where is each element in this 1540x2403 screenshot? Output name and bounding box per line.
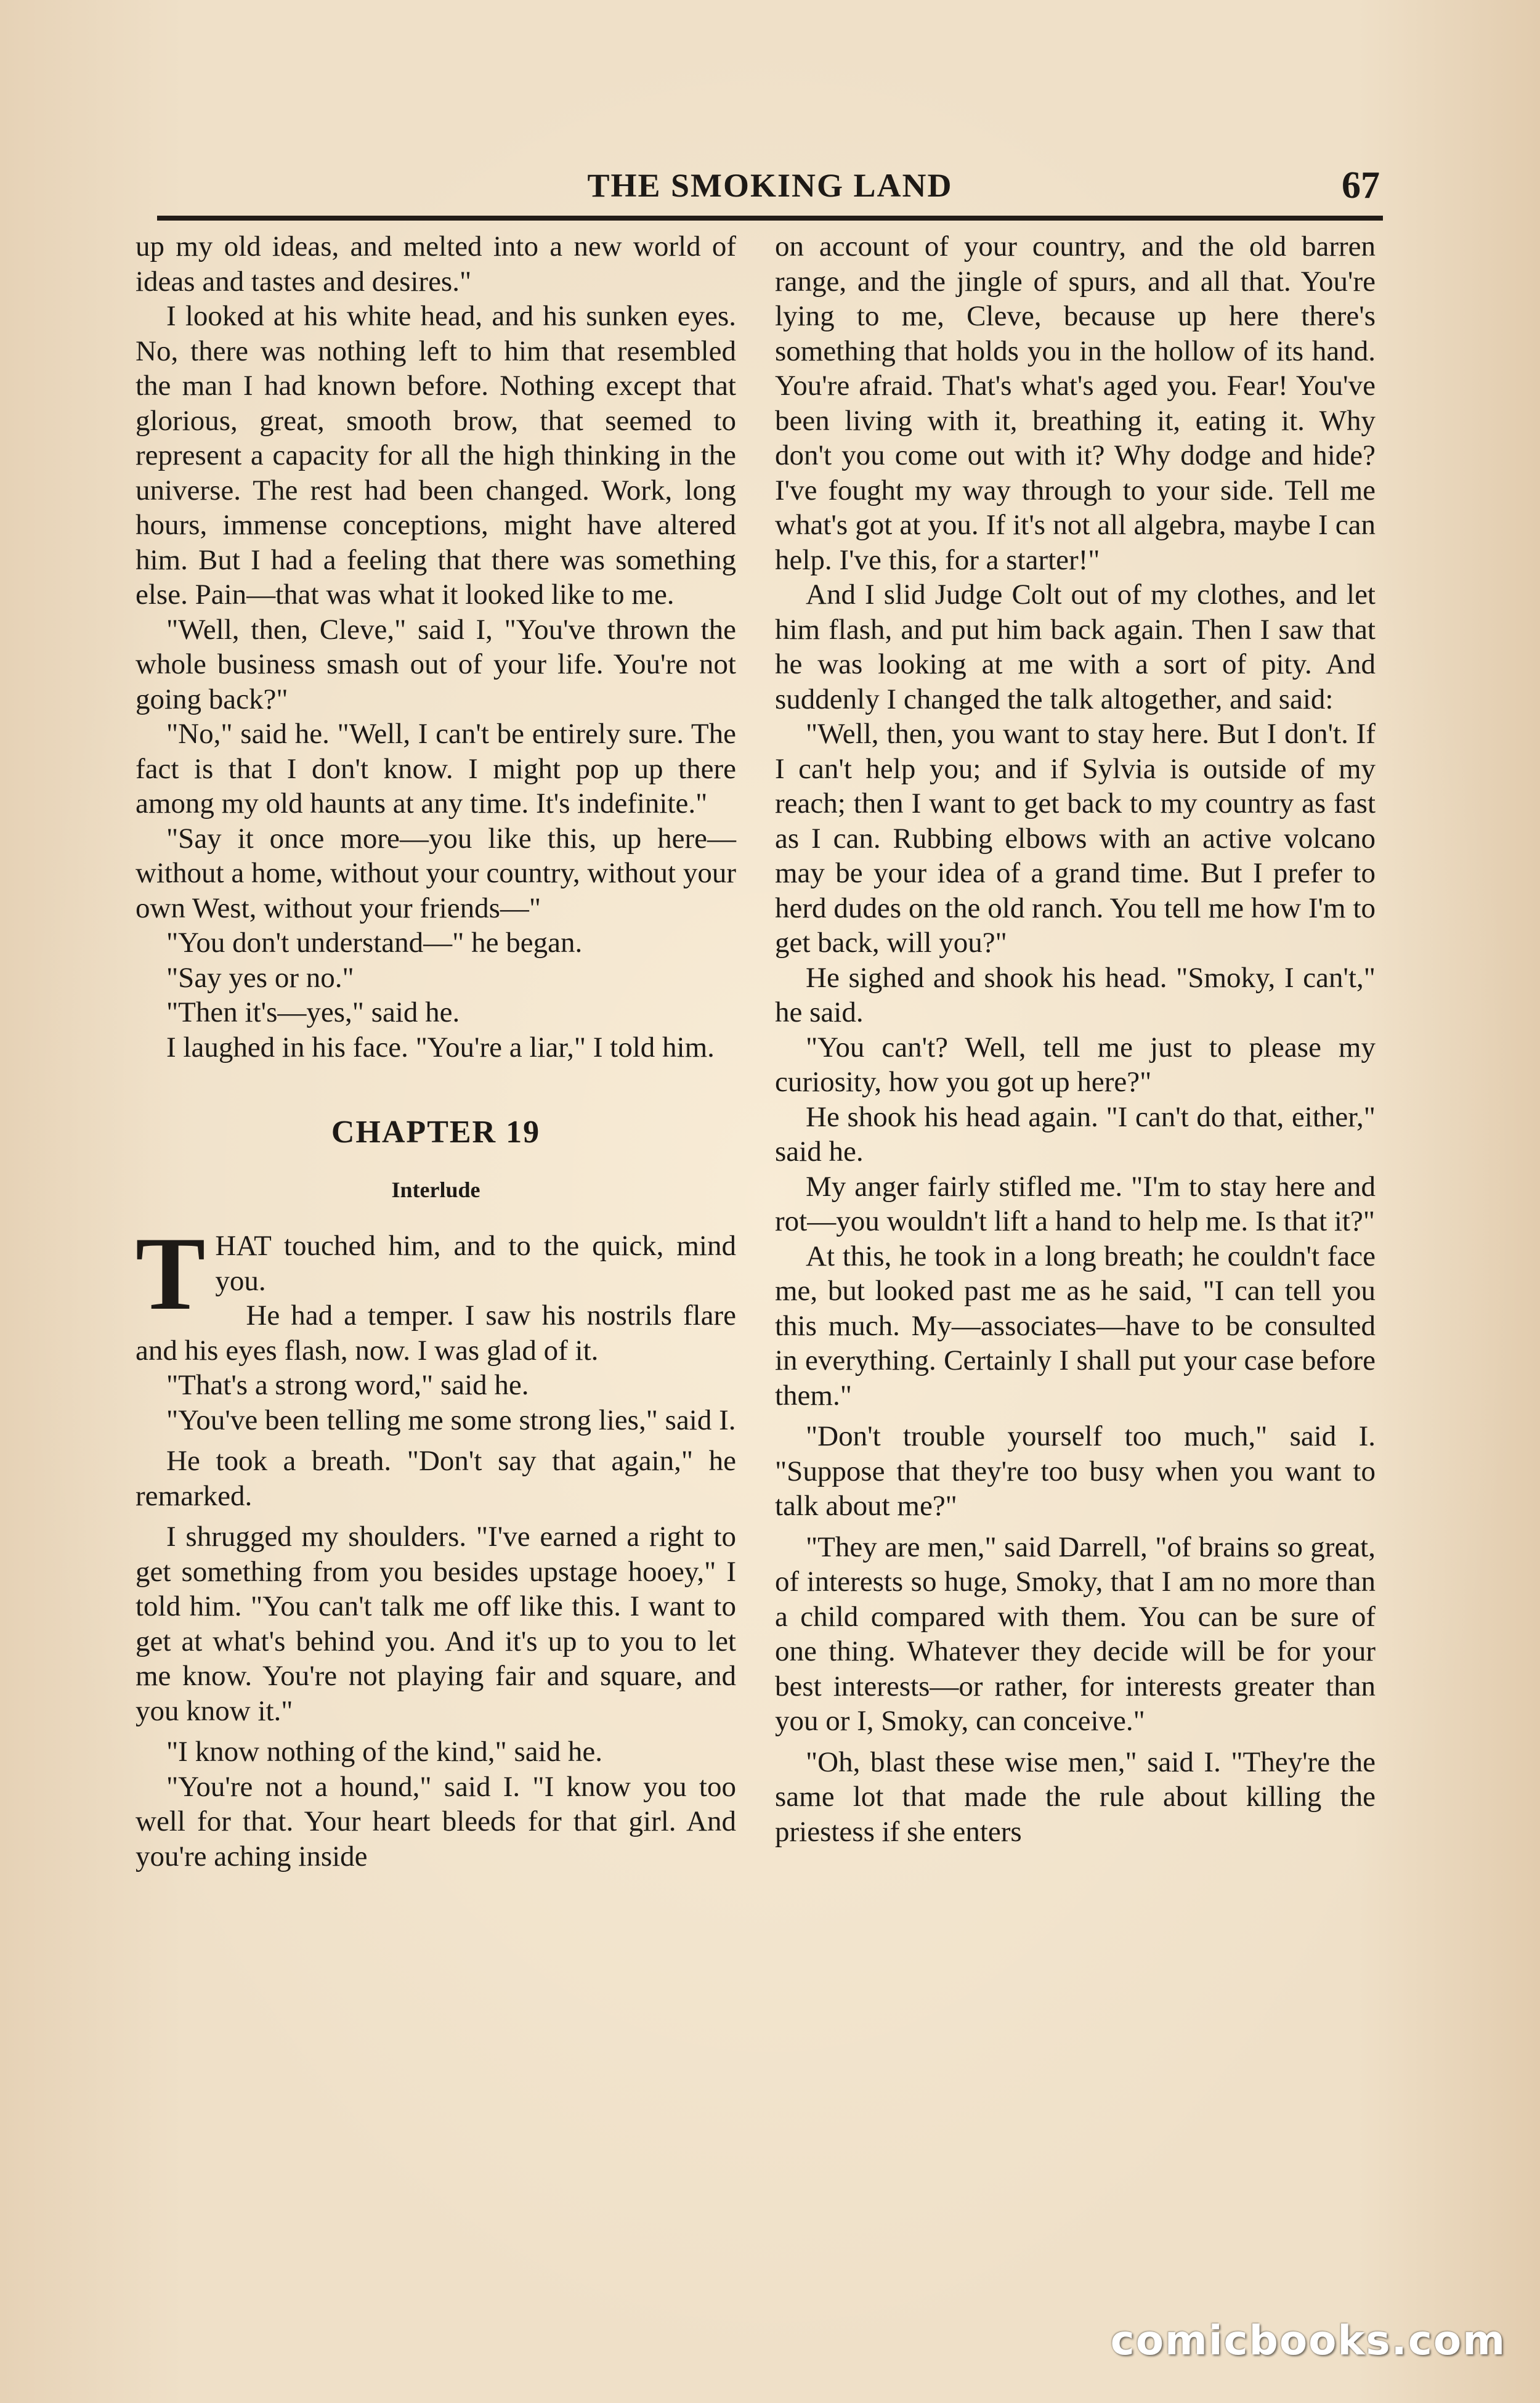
dropcap-text: HAT touched him, and to the quick, mind you.	[215, 1230, 736, 1297]
running-title: THE SMOKING LAND	[587, 167, 953, 204]
left-column	[136, 229, 736, 2195]
paragraph: At this, he took in a long breath; he couldn't face me, but looked past me as he said, "I can tell you this much. My—associates—have to be consulted in everything. Certainly I shall put your case before them."	[775, 1240, 1376, 1412]
paragraph: My anger fairly stifled me. "I'm to stay here and rot—you wouldn't lift a hand to help me. Is that it?"	[775, 1170, 1376, 1237]
paragraph: "You don't understand—" he began.	[166, 927, 583, 959]
paragraph: He shook his head again. "I can't do that, either," said he.	[775, 1100, 1376, 1168]
right-column	[775, 229, 1376, 2195]
paragraph: I looked at his white head, and his sunken eyes. No, there was nothing left to him that resembled the man I had known before. Nothing except that glorious, great, smooth brow, that seemed to represent a capacity for all the high thinking in the universe. The rest had been changed. Work, long hours, immense conceptions, might have altered him. But I had a feeling that there was something else. Pain—that was what it looked like to me.	[136, 300, 736, 611]
paragraph: "They are men," said Darrell, "of brains so great, of interests so huge, Smoky, that I am no more than a child compared with them. You can be sure of one thing. Whatever they decide will be for your best interests—or rather, for interests greater than you or I, Smoky, can conceive."	[775, 1531, 1376, 1737]
watermark-logo: comicbooks.com	[1110, 2317, 1506, 2364]
paragraph: And I slid Judge Colt out of my clothes, and let him flash, and put him back again. Then I saw that he was looking at me with a sort of pity. And suddenly I changed the talk altogether, and said:	[775, 579, 1376, 715]
dropcap-paragraph	[136, 1216, 736, 1332]
paragraph: "You can't? Well, tell me just to please my curiosity, how you got up here?"	[775, 1031, 1376, 1098]
paragraph: He took a breath. "Don't say that again," he remarked.	[136, 1445, 736, 1512]
paragraph: I shrugged my shoulders. "I've earned a right to get something from you besides upstage hooey," I told him. "You can't talk me off like this. I want to get at what's behind you. And it's up to you to let me know. You're not playing fair and square, and you know it."	[136, 1521, 736, 1727]
paragraph: I laughed in his face. "You're a liar," I told him.	[166, 1031, 715, 1063]
page-number: 67	[1342, 165, 1380, 206]
paragraph: "I know nothing of the kind," said he.	[166, 1736, 603, 1768]
paragraph: "No," said he. "Well, I can't be entirely sure. The fact is that I don't know. I might pop up there among my old haunts at any time. It's indefinite."	[136, 718, 736, 819]
paragraph: "Say yes or no."	[166, 961, 354, 994]
paragraph: "Well, then, you want to stay here. But I don't. If I can't help you; and if Sylvia is outside of my reach; then I want to get back to my country as fast as I can. Rubbing elbows with an active volcano may be your idea of a grand time. But I prefer to herd dudes on the old ranch. You tell me how I'm to get back, will you?"	[775, 718, 1376, 959]
drop-cap: T	[136, 1216, 206, 1332]
paragraph: "That's a strong word," said he.	[166, 1369, 529, 1401]
header-rule	[157, 216, 1383, 221]
paragraph: "Say it once more—you like this, up here—without a home, without your country, without your own West, without your friends—"	[136, 822, 736, 924]
paragraph: up my old ideas, and melted into a new world of ideas and tastes and desires."	[136, 230, 736, 298]
paragraph: "Then it's—yes," said he.	[166, 996, 460, 1028]
paragraph: "Well, then, Cleve," said I, "You've thrown the whole business smash out of your life. You're not going back?"	[136, 613, 736, 715]
paragraph: on account of your country, and the old barren range, and the jingle of spurs, and all that. You're lying to me, Cleve, because up here there's something that holds you in the hollow of its hand. You're afraid. That's what's aged you. Fear! You've been living with it, breathing it, eating it. Why don't you come out with it? Why dodge and hide? I've fought my way through to your side. Tell me what's got at you. If it's not all algebra, maybe I can help. I've this, for a starter!"	[775, 230, 1376, 576]
page-header	[160, 166, 1380, 209]
paragraph: He sighed and shook his head. "Smoky, I can't," he said.	[775, 961, 1376, 1028]
chapter-title: CHAPTER 19	[331, 1115, 541, 1150]
paragraph: "Don't trouble yourself too much," said I. "Suppose that they're too busy when you want to talk about me?"	[775, 1420, 1376, 1522]
paragraph: "Oh, blast these wise men," said I. "They're the same lot that made the rule about killing the priestess if she enters	[775, 1746, 1376, 1848]
paragraph: He had a temper. I saw his nostrils flare and his eyes flash, now. I was glad of it.	[136, 1299, 736, 1367]
paragraph: "You're not a hound," said I. "I know you too well for that. Your heart bleeds for that girl. And you're aching inside	[136, 1770, 736, 1872]
paragraph: "You've been telling me some strong lies," said I.	[166, 1404, 736, 1436]
chapter-subtitle: Interlude	[391, 1177, 480, 1202]
